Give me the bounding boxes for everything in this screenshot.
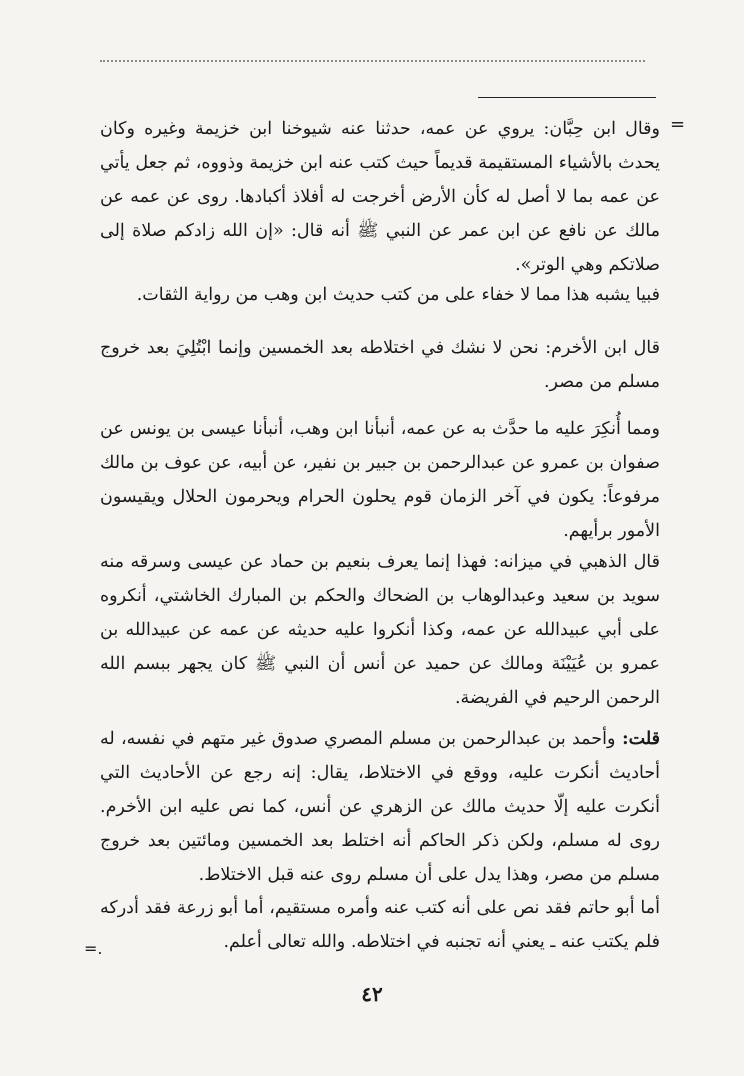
paragraph-munkar-hadith: ومما أُنكِرَ عليه ما حدَّث به عن عمه، أنبأنا ابن وهب، أنبأنا عيسى بن يونس عن صفوان بن عمرو عن عبدالرحمن بن جبير بن نفير، عن أبيه، عن عوف بن مالك مرفوعاً: يكون في آخر الزمان قوم يحلون الحرام ويحرمون الحلال ويقيسون الأمور برأيهم. [100,419,660,541]
margin-mark-top: = [670,114,686,135]
paragraph-ibn-wahb: فبيا يشبه هذا مما لا خفاء على من كتب حديث ابن وهب من رواية الثقات. [136,285,660,305]
margin-mark-bottom: =. [84,939,103,958]
paragraph-dhahabi: قال الذهبي في ميزانه: فهذا إنما يعرف بنعيم بن حماد عن عيسى وسرقه منه سويد بن سعيد وعبدالوهاب بن الضحاك والحكم بن المبارك الخاشتي، أنكروه على أبي عبيدالله عن عمه، وكذا أنكروا عليه حديثه عن عمه عن عبيدالله بن عمرو بن عُيَيْنَة ومالك عن حميد عن أنس أن النبي ﷺ كان يجهر ببسم الله الرحمن الرحيم في الفريضة. [100,552,660,708]
page-number: ٤٢ [361,982,383,1006]
header-rule [478,97,656,98]
paragraph-abu-hatim: أما أبو حاتم فقد نص على أنه كتب عنه وأمره مستقيم، أما أبو زرعة فقد أدركه فلم يكتب عنه ـ يعني أنه تجنبه في اختلاطه. والله تعالى أعلم. [100,898,660,952]
paragraph-qultu [100,722,660,892]
paragraph-ibn-al-akhram: قال ابن الأخرم: نحن لا نشك في اختلاطه بعد الخمسين وإنما ابْتُلِيَ بعد خروج مسلم من مصر. [100,338,660,392]
paragraph-ibn-hibban: وقال ابن حِبَّان: يروي عن عمه، حدثنا عنه شيوخنا ابن خزيمة وغيره وكان يحدث بالأشياء المستقيمة قديماً حيث كتب عنه ابن خزيمة وذووه، ثم جعل يأتي عن عمه بما لا أصل له كأن الأرض أخرجت له أفلاذ أكبادها. روى عن عمه عن مالك عن نافع عن ابن عمر عن النبي ﷺ أنه قال: «إن الله زادكم صلاة إلى صلاتكم وهي الوتر». [100,119,660,275]
dotted-header-line [100,60,645,68]
qultu-body: وأحمد بن عبدالرحمن بن مسلم المصري صدوق غير متهم في نفسه، له أحاديث أنكرت عليه، ووقع في الاختلاط، يقال: إنه رجع عن الأحاديث التي أنكرت عليه إلّا حديث مالك عن الزهري عن أنس، كما نص عليه ابن الأخرم. روى له مسلم، ولكن ذكر الحاكم أنه اختلط بعد الخمسين ومائتين بعد خروج مسلم من مصر، وهذا يدل على أن مسلم روى عنه قبل الاختلاط. [100,729,660,885]
qultu-lead: قلت: [615,729,660,749]
